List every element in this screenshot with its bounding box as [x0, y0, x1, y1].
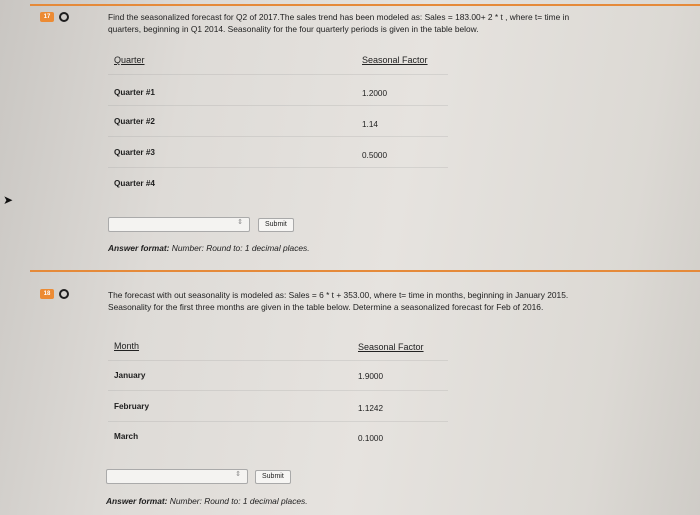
question-2-row-1-value: 1.9000 — [358, 372, 384, 381]
question-2-row-3-label: March — [114, 432, 139, 441]
table-row-divider — [108, 360, 448, 361]
question-2-format-label: Answer format: — [106, 496, 168, 506]
spinner-arrows-icon[interactable]: ⇕ — [235, 471, 241, 478]
question-1-row-3-value: 0.5000 — [362, 151, 388, 160]
question-2-submit-button[interactable]: Submit — [255, 470, 291, 484]
question-1-row-2-label: Quarter #2 — [114, 117, 155, 126]
question-2-row-2-value: 1.1242 — [358, 404, 384, 413]
question-2-prompt: The forecast with out seasonality is modeled as: Sales = 6 * t + 353.00, where t= time in months, beginning in January 2015. Seasonality for the first three months are given in the table below. Determine a seasonalized forecast for Feb of 2016. — [108, 290, 569, 312]
question-1-answer-input[interactable] — [108, 217, 250, 232]
question-1-format-label: Answer format: — [108, 243, 170, 253]
table-row-divider — [108, 74, 448, 75]
question-2-answer-format — [106, 496, 308, 506]
question-1-row-2-value: 1.14 — [362, 120, 378, 129]
question-1-row-3-label: Quarter #3 — [114, 148, 155, 157]
question-2-number-badge: 18 — [40, 289, 54, 299]
question-1-col1-header: Quarter — [114, 55, 145, 65]
question-1-row-4-label: Quarter #4 — [114, 179, 155, 188]
question-2-col1-header: Month — [114, 341, 140, 351]
table-row-divider — [108, 390, 448, 391]
question-1-top-rule — [30, 4, 700, 6]
question-2-row-3-value: 0.1000 — [358, 434, 384, 443]
question-2-answer-input[interactable] — [106, 469, 248, 484]
table-row-divider — [108, 136, 448, 137]
question-1-format-text: Number: Round to: 1 decimal places. — [171, 243, 310, 253]
question-1-row-1-value: 1.2000 — [362, 89, 388, 98]
question-2-status-circle-icon — [59, 289, 69, 299]
table-row-divider — [108, 167, 448, 168]
question-1-prompt: Find the seasonalized forecast for Q2 of 2017.The sales trend has been modeled as: Sales = 183.00+ 2 * t , where t= time in quarters, beginning in Q1 2014. Seasonality for the four quarterly periods is given in the table below. — [108, 12, 570, 34]
mouse-pointer-icon: ➤ — [3, 193, 14, 207]
question-1-number-badge: 17 — [40, 12, 54, 22]
question-2-format-text: Number: Round to: 1 decimal places. — [169, 496, 308, 506]
question-1-submit-button[interactable]: Submit — [258, 218, 294, 232]
question-1-row-1-label: Quarter #1 — [114, 88, 155, 97]
table-row-divider — [108, 105, 448, 106]
question-1-answer-format — [108, 243, 310, 253]
question-2-row-2-label: February — [114, 402, 150, 411]
question-2-row-1-label: January — [114, 371, 146, 380]
spinner-arrows-icon[interactable]: ⇕ — [237, 219, 243, 226]
question-1-col2-header: Seasonal Factor — [362, 55, 428, 65]
question-2-top-rule — [30, 270, 700, 272]
question-2-col2-header: Seasonal Factor — [358, 342, 424, 352]
table-row-divider — [108, 421, 448, 422]
question-1-status-circle-icon — [59, 12, 69, 22]
